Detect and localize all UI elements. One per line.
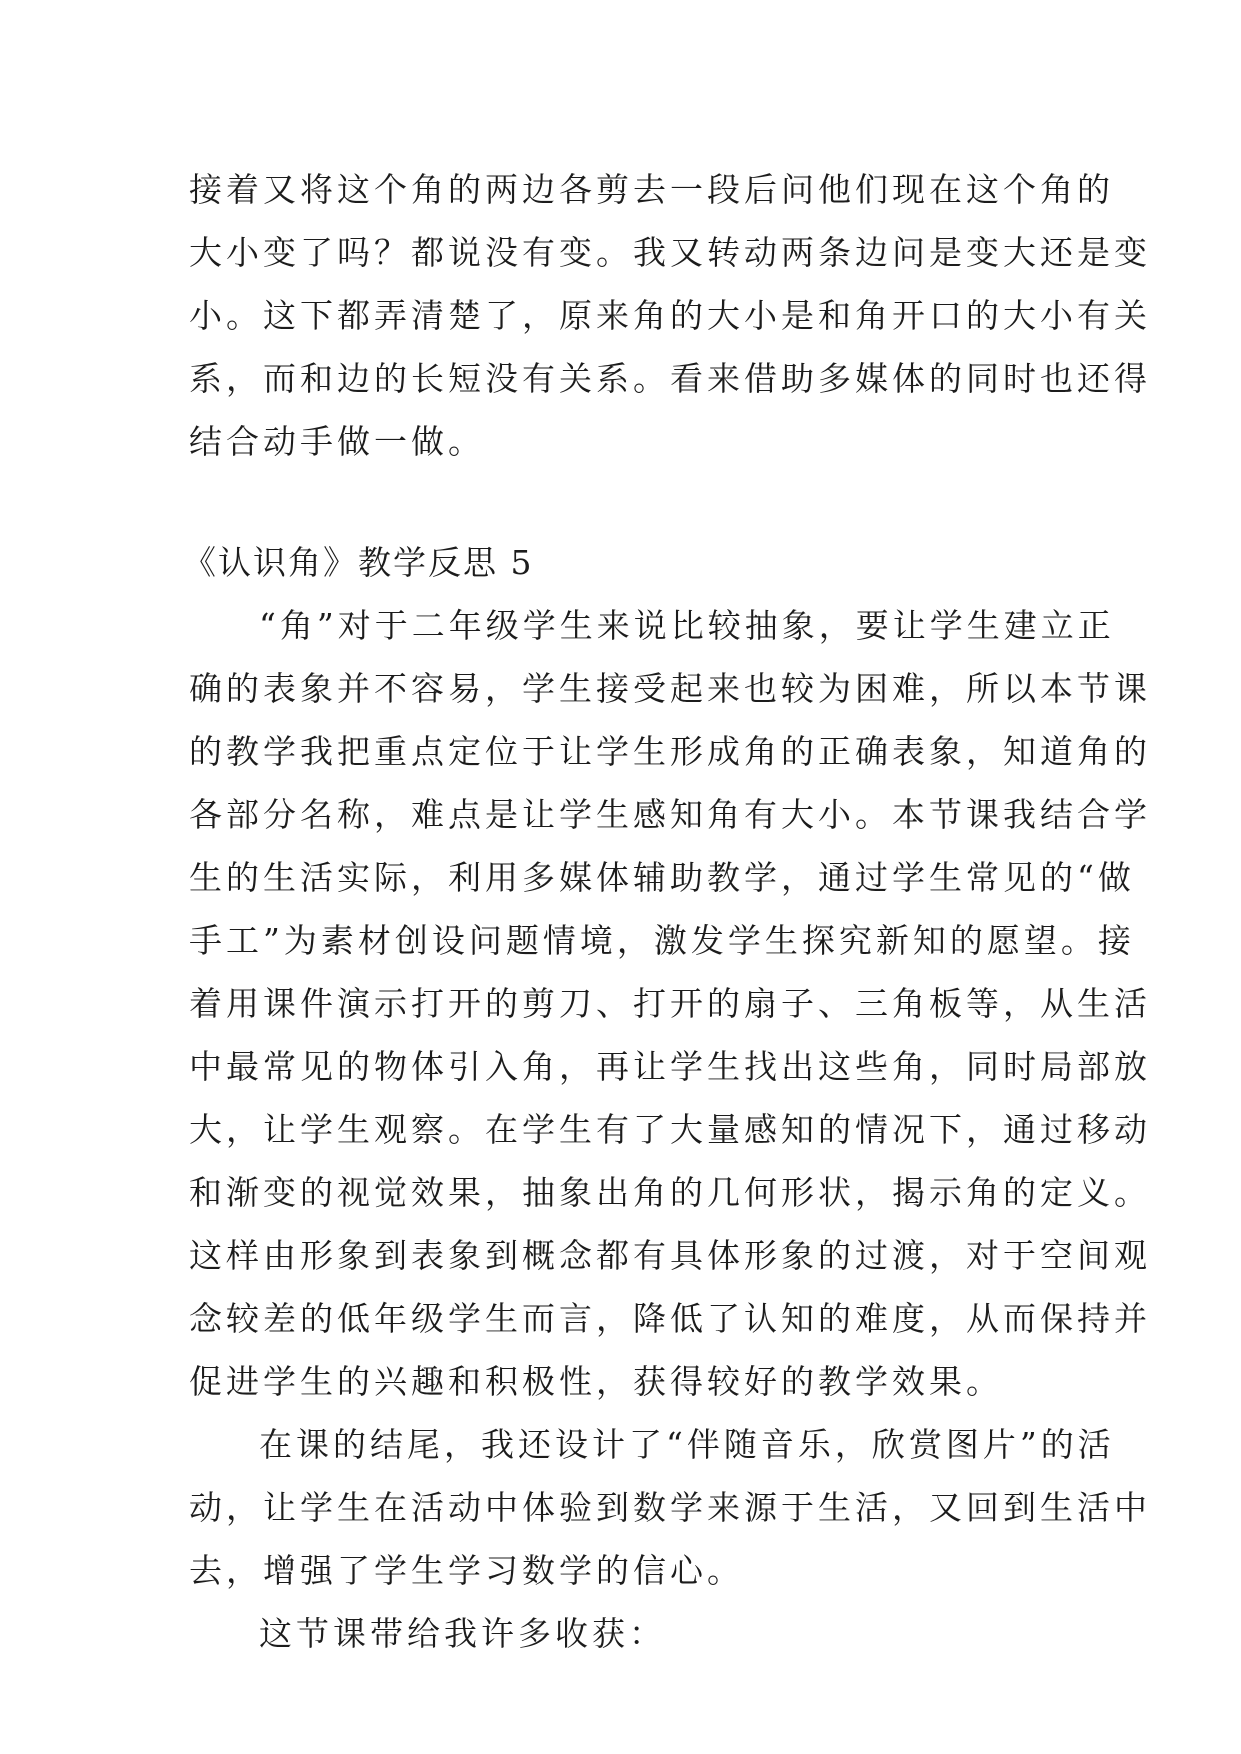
paragraph-line: 大小变了吗？都说没有变。我又转动两条边问是变大还是变 (189, 233, 1151, 272)
paragraph-line: 小。这下都弄清楚了，原来角的大小是和角开口的大小有关 (189, 296, 1151, 335)
paragraph-line: 大，让学生观察。在学生有了大量感知的情况下，通过移动 (189, 1110, 1151, 1149)
paragraph-line: 去，增强了学生学习数学的信心。 (189, 1551, 744, 1590)
paragraph-2 (189, 1413, 1151, 1602)
paragraph-line: 促进学生的兴趣和积极性，获得较好的教学效果。 (189, 1362, 1003, 1401)
paragraph-line: 这样由形象到表象到概念都有具体形象的过渡，对于空间观 (189, 1236, 1151, 1275)
paragraph-line: 动，让学生在活动中体验到数学来源于生活，又回到生活中 (189, 1488, 1151, 1527)
paragraph-line: 的教学我把重点定位于让学生形成角的正确表象，知道角的 (189, 732, 1151, 771)
paragraph-gap (189, 473, 1069, 531)
paragraph-line: 和渐变的视觉效果，抽象出角的几何形状，揭示角的定义。 (189, 1173, 1151, 1212)
document-body (183, 158, 1151, 1665)
paragraph-line: 念较差的低年级学生而言，降低了认知的难度，从而保持并 (189, 1299, 1151, 1338)
top-paragraph (189, 158, 1151, 473)
paragraph-line: 手工”为素材创设问题情境，激发学生探究新知的愿望。接 (189, 921, 1135, 960)
paragraph-line: 各部分名称，难点是让学生感知角有大小。本节课我结合学 (189, 795, 1151, 834)
paragraph-1 (189, 594, 1151, 1413)
paragraph-3 (189, 1602, 1069, 1665)
paragraph-line: 着用课件演示打开的剪刀、打开的扇子、三角板等，从生活 (189, 984, 1151, 1023)
paragraph-line: “角”对于二年级学生来说比较抽象，要让学生建立正 (259, 606, 1115, 645)
paragraph-line: 确的表象并不容易，学生接受起来也较为困难，所以本节课 (189, 669, 1151, 708)
paragraph-line: 系，而和边的长短没有关系。看来借助多媒体的同时也还得 (189, 359, 1151, 398)
paragraph-line: 在课的结尾，我还设计了“伴随音乐，欣赏图片”的活 (259, 1425, 1115, 1464)
section-title: 《认识角》教学反思 5 (183, 543, 534, 582)
paragraph-line: 结合动手做一做。 (189, 422, 485, 461)
paragraph-line: 这节课带给我许多收获： (259, 1614, 666, 1653)
paragraph-line: 接着又将这个角的两边各剪去一段后问他们现在这个角的 (189, 170, 1114, 209)
paragraph-line: 生的生活实际，利用多媒体辅助教学，通过学生常见的“做 (189, 858, 1135, 897)
paragraph-line: 中最常见的物体引入角，再让学生找出这些角，同时局部放 (189, 1047, 1151, 1086)
